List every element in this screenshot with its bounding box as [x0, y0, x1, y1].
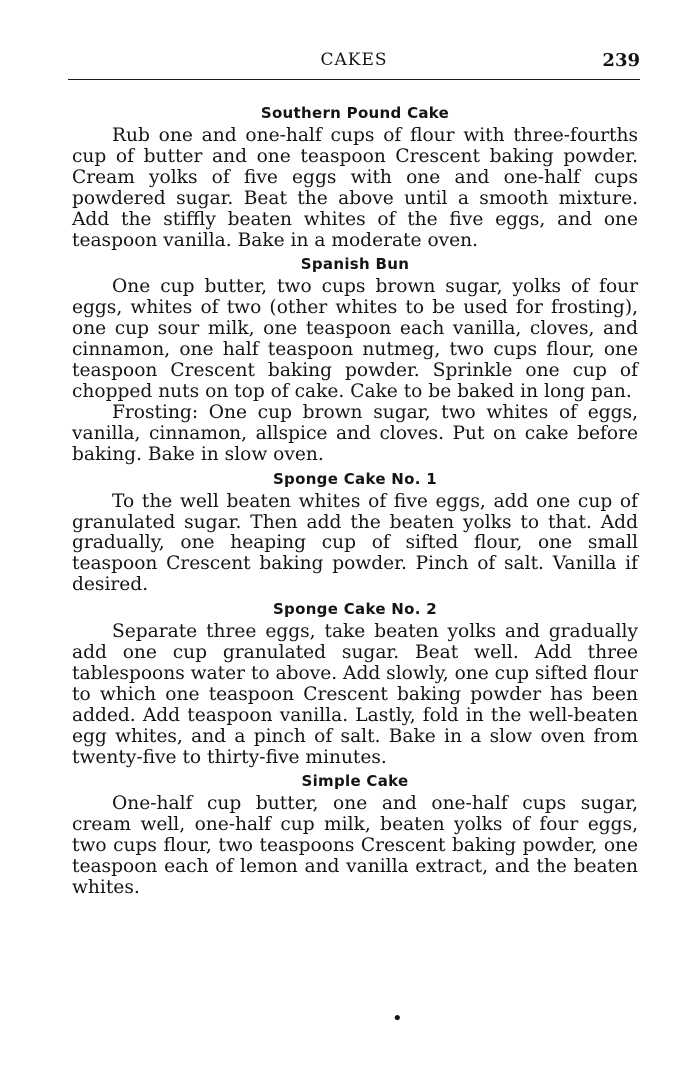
recipe-title: Southern Pound Cake — [260, 104, 450, 122]
recipe-title: Spanish Bun — [300, 255, 410, 274]
recipe-sponge-cake-no-1 — [72, 466, 638, 597]
page-number: 239 — [602, 50, 640, 71]
recipe-paragraph: One cup butter, two cups brown sugar, yolks of four eggs, whites of two (other whites to be used for frosting), one cup sour milk, one teaspoon each vanilla, cloves, and cinnamon, one half teaspoon nutmeg, two cups flour, one teaspoon Crescent baking powder. Sprinkle one cup of chopped nuts on top of cake. Cake to be baked in long pan. — [72, 276, 638, 402]
recipe-spanish-bun — [72, 251, 638, 465]
recipe-content — [72, 100, 638, 899]
recipe-paragraph: To the well beaten whites of five eggs, add one cup of granulated sugar. Then add the beaten yolks to that. Add gradually, one heaping cup of sifted flour, one small teaspoon Crescent baking powder. Pinch of salt. Vanilla if desired. — [72, 490, 638, 596]
header-rule — [68, 79, 640, 80]
running-head — [68, 48, 640, 76]
recipe-paragraph-frosting: Frosting: One cup brown sugar, two whites of eggs, vanilla, cinnamon, allspice and cloves. Put on cake before baking. Bake in slow oven. — [72, 401, 638, 465]
recipe-simple-cake — [72, 768, 638, 899]
recipe-title: Sponge Cake No. 1 — [272, 469, 438, 488]
recipe-paragraph: One-half cup butter, one and one-half cups sugar, cream well, one-half cup milk, beaten yolks of four eggs, two cups flour, two teaspoons Crescent baking powder, one teaspoon each of lemon and vanilla extract, and the beaten whites. — [72, 793, 638, 899]
running-title: CAKES — [320, 50, 388, 70]
recipe-sponge-cake-no-2 — [72, 596, 638, 768]
recipe-title: Sponge Cake No. 2 — [272, 600, 438, 619]
recipe-paragraph: Separate three eggs, take beaten yolks and gradually add one cup granulated sugar. Beat well. Add three tablespoons water to above. Add slowly, one cup sifted flour to which one teaspoon Crescent baking powder has been added. Add teaspoon vanilla. Lastly, fold in the well-beaten egg whites, and a pinch of salt. Bake in a slow oven from twenty-five to thirty-five minutes. — [72, 621, 638, 768]
end-mark: • — [392, 1008, 403, 1029]
recipe-paragraph: Rub one and one-half cups of flour with three-fourths cup of butter and one teaspoon Crescent baking powder. Cream yolks of five eggs with one and one-half cups powdered sugar. Beat the above until a smooth mixture. Add the stiffly beaten whites of the five eggs, and one teaspoon vanilla. Bake in a moderate oven. — [72, 125, 638, 251]
recipe-southern-pound-cake — [72, 100, 638, 251]
recipe-title: Simple Cake — [301, 772, 409, 791]
